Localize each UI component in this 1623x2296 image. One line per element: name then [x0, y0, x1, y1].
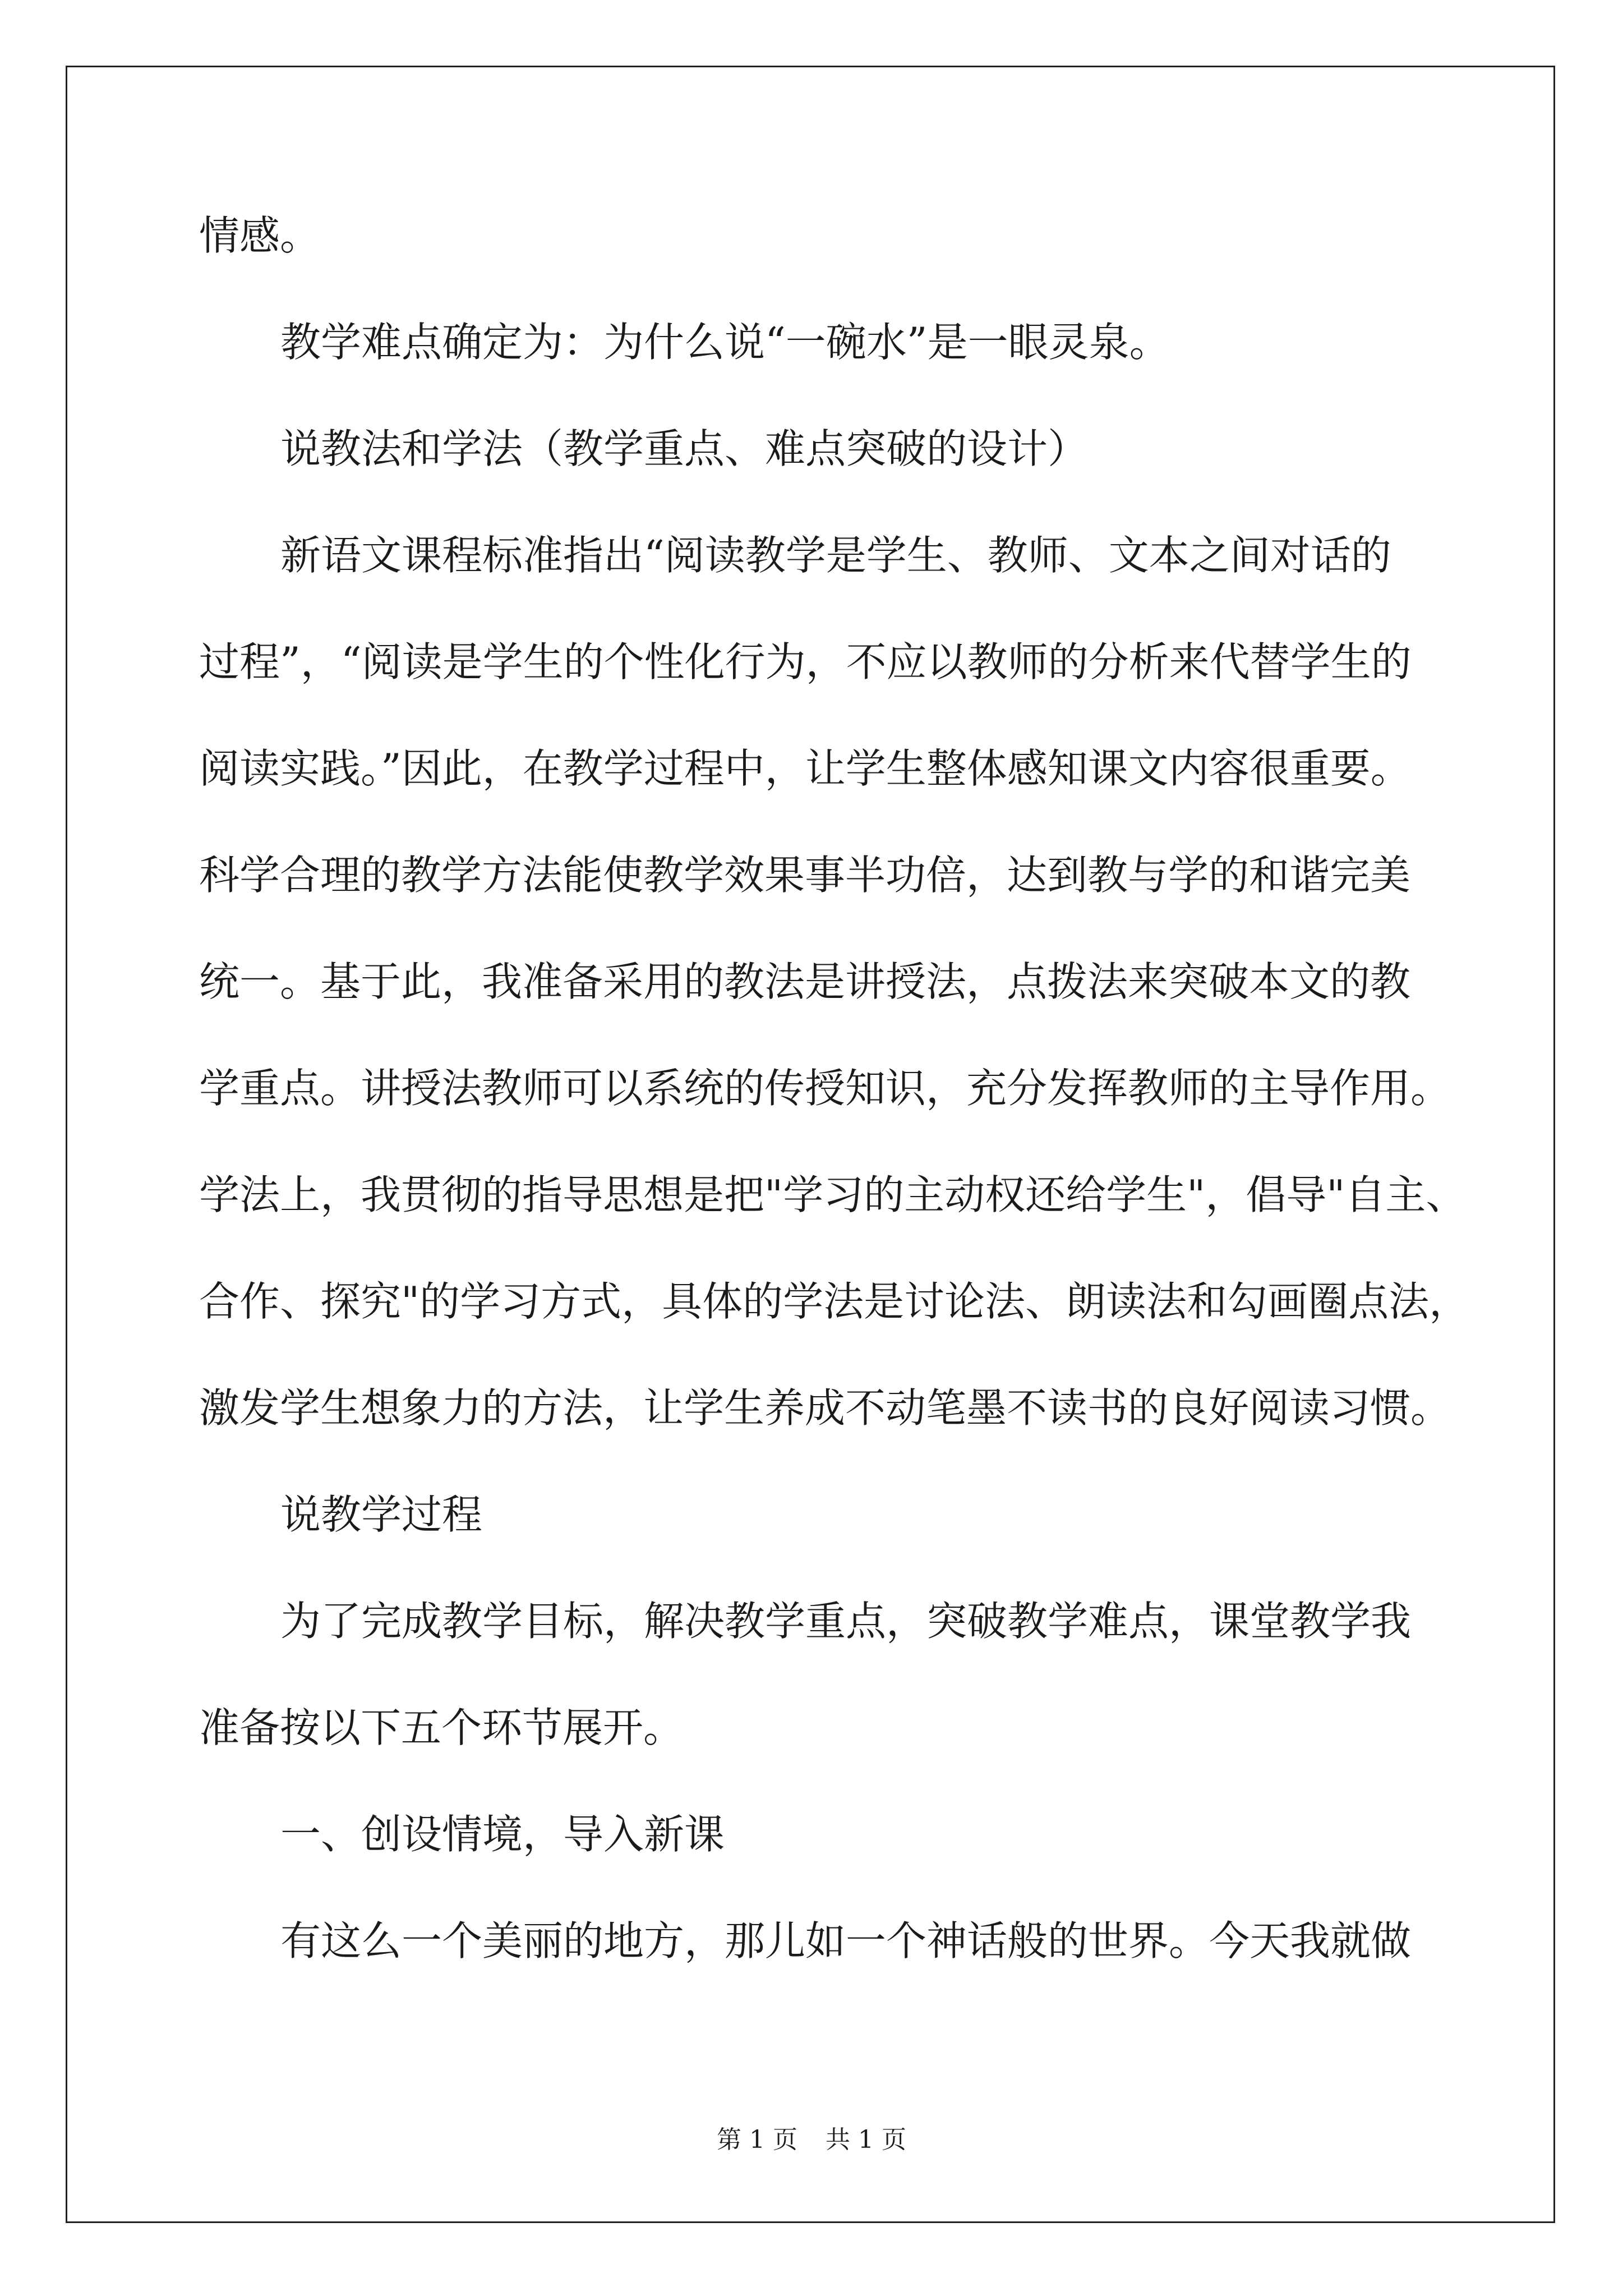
text-line: 为了完成教学目标，解决教学重点，突破教学难点，课堂教学我: [280, 1598, 1412, 1645]
page-border: [66, 66, 1555, 2223]
text-line: 教学难点确定为：为什么说“一碗水”是一眼灵泉。: [280, 319, 1170, 366]
section-heading: 一、创设情境，导入新课: [280, 1811, 725, 1858]
page-footer: [0, 2123, 1623, 2157]
section-heading: 说教学过程: [280, 1491, 483, 1538]
text-line: 统一。基于此，我准备采用的教法是讲授法，点拨法来突破本文的教: [199, 958, 1411, 1005]
text-line: 情感。: [199, 212, 321, 259]
text-line: 过程”，“阅读是学生的个性化行为，不应以教师的分析来代替学生的: [199, 638, 1412, 685]
page-number: 第 1 页: [717, 2125, 797, 2154]
text-line: 有这么一个美丽的地方，那儿如一个神话般的世界。今天我就做: [280, 1917, 1412, 1964]
text-line: 新语文课程标准指出“阅读教学是学生、教师、文本之间对话的: [280, 532, 1391, 579]
text-line: 合作、探究"的学习方式，具体的学法是讨论法、朗读法和勾画圈点法，: [199, 1278, 1470, 1325]
section-heading: 说教法和学法（教学重点、难点突破的设计）: [280, 425, 1089, 472]
text-line: 阅读实践。”因此，在教学过程中，让学生整体感知课文内容很重要。: [199, 745, 1411, 792]
text-line: 科学合理的教学方法能使教学效果事半功倍，达到教与学的和谐完美: [199, 852, 1411, 899]
page-total: 共 1 页: [826, 2125, 906, 2154]
text-line: 学法上，我贯彻的指导思想是把"学习的主动权还给学生"，倡导"自主、: [199, 1171, 1467, 1218]
text-line: 学重点。讲授法教师可以系统的传授知识，充分发挥教师的主导作用。: [199, 1065, 1451, 1112]
text-line: 准备按以下五个环节展开。: [199, 1704, 684, 1751]
text-line: 激发学生想象力的方法，让学生养成不动笔墨不读书的良好阅读习惯。: [199, 1384, 1451, 1432]
